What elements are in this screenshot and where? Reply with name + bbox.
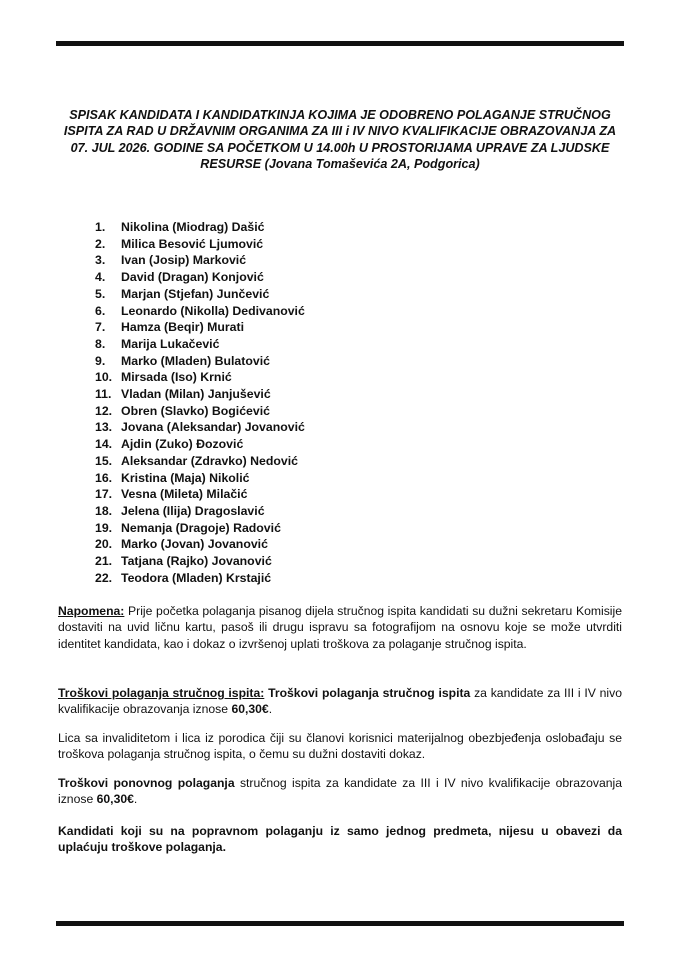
candidate-item	[95, 252, 305, 269]
candidate-item	[95, 269, 305, 286]
ponovno-end: .	[133, 792, 138, 807]
candidate-item	[95, 486, 305, 503]
candidate-number: 5.	[95, 286, 106, 301]
candidate-number: 14.	[95, 437, 113, 452]
candidate-name: Teodora (Mladen) Krstajić	[121, 570, 272, 585]
ponovno-text: stručnog ispita za kandidate za III i IV nivo kvalifikacije obrazovanja iznose	[58, 776, 623, 807]
troskovi-amount: 60,30€	[231, 702, 269, 717]
top-rule	[56, 41, 624, 46]
candidate-number: 17.	[95, 487, 113, 502]
candidate-name: Vladan (Milan) Janjušević	[121, 387, 271, 402]
candidate-item	[95, 236, 305, 253]
candidate-name: Kristina (Maja) Nikolić	[121, 470, 250, 485]
candidate-number: 21.	[95, 554, 113, 569]
candidate-list	[95, 219, 305, 586]
troskovi-end: .	[268, 702, 273, 717]
bottom-rule	[56, 921, 624, 926]
candidate-name: Marjan (Stjefan) Junčević	[121, 286, 270, 301]
candidate-number: 19.	[95, 520, 113, 535]
napomena-text: Prije početka polaganja pisanog dijela stručnog ispita kandidati su dužni sekretaru Komisije dostaviti na uvid ličnu kartu, pasoš ili drugu ispravu sa fotografijom na osnovu koje se može utvrditi identitet kandidata, kao i dokaz o izvršenoj uplati troškova za polaganje stručnog ispita.	[58, 604, 622, 651]
candidate-number: 12.	[95, 403, 113, 418]
candidate-name: Marko (Mladen) Bulatović	[121, 353, 270, 368]
candidate-item	[95, 336, 305, 353]
candidate-number: 7.	[95, 320, 106, 335]
troskovi-label: Troškovi polaganja stručnog ispita:	[58, 686, 265, 700]
candidate-item	[95, 520, 305, 537]
napomena-paragraph	[58, 603, 622, 652]
candidate-item	[95, 419, 305, 436]
napomena-label: Napomena:	[58, 604, 125, 618]
candidate-number: 10.	[95, 370, 113, 385]
candidate-name: Leonardo (Nikolla) Dedivanović	[121, 303, 305, 318]
candidate-number: 9.	[95, 353, 106, 368]
candidate-name: Aleksandar (Zdravko) Nedović	[121, 453, 298, 468]
troskovi-bold-lead: Troškovi polaganja stručnog ispita	[264, 686, 471, 700]
troskovi-text: za kandidate za III i IV nivo kvalifikacije obrazovanja iznose	[58, 686, 622, 717]
candidate-item	[95, 536, 305, 553]
candidate-name: Marko (Jovan) Jovanović	[121, 537, 268, 552]
candidate-name: David (Dragan) Konjović	[121, 270, 264, 285]
candidate-number: 4.	[95, 270, 106, 285]
candidate-number: 8.	[95, 336, 106, 351]
candidate-number: 1.	[95, 220, 106, 234]
candidate-item	[95, 353, 305, 370]
candidate-item	[95, 303, 305, 320]
candidate-name: Nikolina (Miodrag) Dašić	[121, 220, 265, 234]
candidate-item	[95, 453, 305, 470]
candidate-item	[95, 553, 305, 570]
candidate-name: Obren (Slavko) Bogićević	[121, 403, 270, 418]
candidate-name: Nemanja (Dragoje) Radović	[121, 520, 281, 535]
candidate-name: Milica Besović Ljumović	[121, 236, 264, 251]
candidate-number: 6.	[95, 303, 106, 318]
candidate-number: 2.	[95, 236, 106, 251]
ponovno-bold-lead: Troškovi ponovnog polaganja	[58, 776, 235, 790]
invaliditet-paragraph: Lica sa invaliditetom i lica iz porodica čiji su članovi korisnici materijalnog obezbjeđenja oslobađaju se troškova polaganja stručnog ispita, o čemu su dužni dostaviti dokaz.	[58, 731, 622, 762]
candidate-item	[95, 369, 305, 386]
ponovno-paragraph	[58, 775, 622, 808]
candidate-number: 15.	[95, 453, 113, 468]
candidate-name: Hamza (Beqir) Murati	[121, 320, 244, 335]
candidate-name: Marija Lukačević	[121, 336, 220, 351]
candidate-item	[95, 219, 305, 236]
candidate-name: Vesna (Mileta) Milačić	[121, 487, 248, 502]
popravni-paragraph: Kandidati koji su na popravnom polaganju iz samo jednog predmeta, nijesu u obavezi da uplaćuju troškove polaganja.	[58, 824, 622, 855]
candidate-item	[95, 386, 305, 403]
candidate-name: Jelena (Ilija) Dragoslavić	[121, 503, 265, 518]
candidate-number: 11.	[95, 387, 112, 402]
candidate-name: Tatjana (Rajko) Jovanović	[121, 554, 272, 569]
ponovno-amount: 60,30€	[96, 792, 134, 807]
candidate-name: Jovana (Aleksandar) Jovanović	[121, 420, 305, 435]
candidate-item	[95, 470, 305, 487]
candidate-item	[95, 436, 305, 453]
candidate-name: Mirsada (Iso) Krnić	[121, 370, 232, 385]
candidate-name: Ivan (Josip) Marković	[121, 253, 247, 268]
candidate-number: 3.	[95, 253, 106, 268]
candidate-number: 20.	[95, 537, 113, 552]
candidate-item	[95, 503, 305, 520]
candidate-item	[95, 286, 305, 303]
candidate-name: Ajdin (Zuko) Đozović	[121, 437, 244, 452]
candidate-item	[95, 319, 305, 336]
candidate-number: 13.	[95, 420, 113, 435]
troskovi-paragraph	[58, 685, 622, 718]
candidate-number: 22.	[95, 570, 113, 585]
candidate-number: 18.	[95, 503, 113, 518]
candidate-item	[95, 570, 305, 587]
document-title: SPISAK KANDIDATA I KANDIDATKINJA KOJIMA JE ODOBRENO POLAGANJE STRUČNOG ISPITA ZA RAD U DRŽAVNIM ORGANIMA ZA III i IV NIVO KVALIFIKACIJE OBRAZOVANJA ZA 07. JUL 2026. GODINE SA POČETKOM U 14.00h U PROSTORIJAMA UPRAVE ZA LJUDSKE RESURSE (Jovana Tomaševića 2A, Podgorica)	[63, 108, 617, 172]
candidate-item	[95, 403, 305, 420]
candidate-number: 16.	[95, 470, 113, 485]
